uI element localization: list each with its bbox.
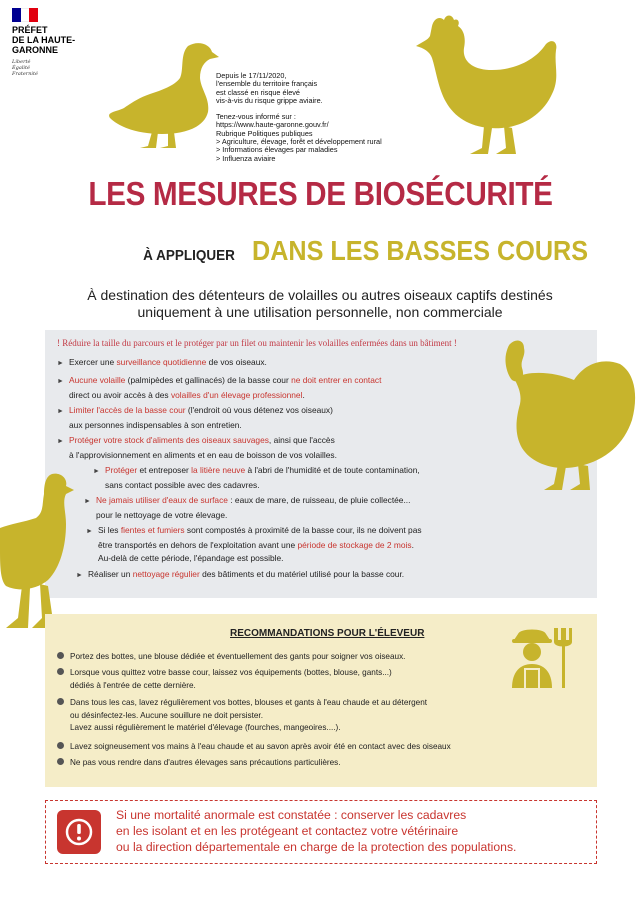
bullet-arrow-icon: ► xyxy=(57,360,64,367)
bullet-arrow-icon: ► xyxy=(57,408,64,415)
bullet-arrow-icon: ► xyxy=(93,468,100,475)
measure-item: ► Limiter l'accès de la basse cour (l'endroit où vous détenez vos oiseaux) aux personnes indispensables à son entretien. xyxy=(57,405,333,430)
bullet-dot-icon xyxy=(57,668,64,675)
bullet-arrow-icon: ► xyxy=(84,498,91,505)
bullet-arrow-icon: ► xyxy=(57,378,64,385)
subtitle-big: DANS LES BASSES COURS xyxy=(251,235,589,266)
republic-motto: Liberté Égalité Fraternité xyxy=(12,59,38,77)
risk-notice: Depuis le 17/11/2020, l'ensemble du territoire français est classé en risque élevé vis-à-vis du risque grippe aviaire. xyxy=(216,71,323,105)
measure-item: ► Si les fientes et fumiers sont compostés à proximité de la basse cour, ils ne doivent pas être transportés en dehors de l'exploitation avant une période de stockage de 2 mois. Au-delà de cette période, l'épandage est possible. xyxy=(86,525,422,563)
farmer-icon xyxy=(508,624,584,690)
info-links: Tenez-vous informé sur : https://www.haute-garonne.gouv.fr/ Rubrique Politiques publiques > Agriculture, élevage, forêt et développement rural > Informations élevages par maladies > Influenza aviaire xyxy=(216,112,382,163)
subtitle-small: À APPLIQUER xyxy=(143,247,235,264)
info-block xyxy=(216,72,426,163)
bullet-dot-icon xyxy=(57,698,64,705)
bullet-dot-icon xyxy=(57,758,64,765)
duck-icon xyxy=(100,38,220,150)
warning-banner: ! Réduire la taille du parcours et le protéger par un filet ou maintenir les volailles enfermées dans un bâtiment ! xyxy=(57,338,457,348)
measure-item: ► Protéger et entreposer la litière neuve à l'abri de l'humidité et de toute contamination, sans contact possible avec des cadavres. xyxy=(93,465,420,490)
recommendation-item: Ne pas vous rendre dans d'autres élevages sans précautions particulières. xyxy=(57,757,341,770)
measure-item: ► Aucune volaille (palmipèdes et gallinacés) de la basse cour ne doit entrer en contact direct ou avoir accès à des volailles d'un élevage professionnel. xyxy=(57,375,382,400)
measure-item: ► Ne jamais utiliser d'eaux de surface : eaux de mare, de ruisseau, de pluie collectée... pour le nettoyage de votre élevage. xyxy=(84,495,411,520)
recommendation-item: Lavez soigneusement vos mains à l'eau chaude et au savon après avoir été en contact avec des oiseaux xyxy=(57,741,451,754)
bullet-arrow-icon: ► xyxy=(57,438,64,445)
guinea-fowl-icon xyxy=(0,468,76,638)
bullet-dot-icon xyxy=(57,742,64,749)
french-flag-icon xyxy=(12,8,38,22)
chicken-icon xyxy=(404,8,564,160)
recommendation-item: Lorsque vous quittez votre basse cour, laissez vos équipements (bottes, blouse, gants...) dédiés à l'entrée de cette dernière. xyxy=(57,667,392,692)
intro-text: À destination des détenteurs de volailles ou autres oiseaux captifs destinés uniquement à une utilisation personnelle, non commerciale xyxy=(87,287,553,320)
bullet-arrow-icon: ► xyxy=(76,572,83,579)
exclamation-icon xyxy=(57,810,101,854)
recommendations-title: RECOMMANDATIONS POUR L'ÉLEVEUR xyxy=(230,628,425,639)
measure-item: ► Protéger votre stock d'aliments des oiseaux sauvages, ainsi que l'accès à l'approvisionnement en aliments et en eau de boisson de vos volailles. xyxy=(57,435,337,460)
page-title: LES MESURES DE BIOSÉCURITÉ xyxy=(88,175,553,212)
prefet-title: PRÉFET DE LA HAUTE- GARONNE xyxy=(12,25,76,55)
turkey-icon xyxy=(470,334,641,496)
measure-item: ► Réaliser un nettoyage régulier des bâtiments et du matériel utilisé pour la basse cour. xyxy=(76,568,404,583)
measure-item: ► Exercer une surveillance quotidienne de vos oiseaux. xyxy=(57,356,267,371)
recommendation-item: Portez des bottes, une blouse dédiée et éventuellement des gants pour soigner vos oiseaux. xyxy=(57,651,405,664)
bullet-dot-icon xyxy=(57,652,64,659)
subtitle xyxy=(138,235,625,267)
bullet-arrow-icon: ► xyxy=(86,528,93,535)
alert-text: Si une mortalité anormale est constatée : conserver les cadavres en les isolant et en les protégeant et contactez votre vétérinaire ou la direction départementale en charge de la protection des populations. xyxy=(116,808,517,854)
recommendation-item: Dans tous les cas, lavez régulièrement vos bottes, blouses et gants à l'eau chaude et au détergent ou désinfectez-les. Aucune souillure ne doit persister. Lavez aussi régulièrement le matériel d'élevage (fourches, mangeoires....). xyxy=(57,697,427,735)
